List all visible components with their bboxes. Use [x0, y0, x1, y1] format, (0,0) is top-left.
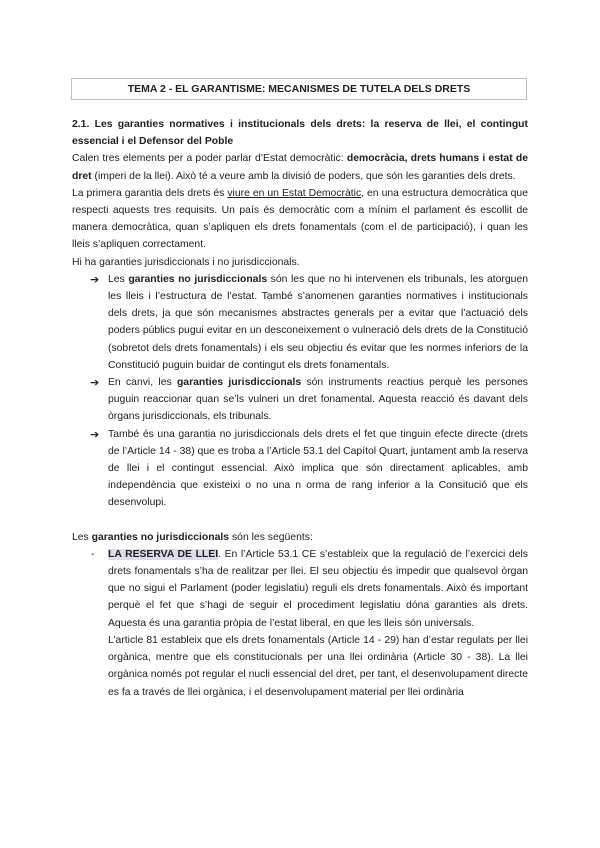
dash-marker: -: [91, 548, 95, 560]
dash-list: [72, 546, 528, 701]
highlighted-term: LA RESERVA DE LLEI: [108, 548, 219, 560]
paragraph-4: Les garanties no jurisdiccionals són les següents:: [72, 531, 313, 543]
page-title: TEMA 2 - EL GARANTISME: MECANISMES DE TUTELA DELS DRETS: [71, 78, 527, 100]
arrow-right-icon: ➔: [90, 427, 100, 441]
arrow-right-icon: ➔: [90, 272, 100, 286]
list-item: ➔ Les garanties no jurisdiccionals són les que no hi intervenen els tribunals, les atorguen les lleis i l’estructura de l’estat. També s’anomenen garanties normatives i institucionals dels drets, ja que són mecanismes abstractes generals per a evitar que l’actuació dels poders públics pugui evitar en un desconeixement o vulneració dels drets de la Constitució (sobretot dels drets fonamentals) i els seu objectiu és evitar que les normes inferiors de la Constitució puguin buidar de contingut els drets fonamentals.: [90, 272, 529, 371]
underlined-phrase: viure en un Estat Democràtic: [227, 187, 362, 199]
list-item: ➔ També és una garantia no jurisdiccionals dels drets el fet que tinguin efecte directe (drets de l’Article 14 - 38) que es troba a l’Article 53.1 del Capítol Quart, juntament amb la reserva de llei i el contingut essencial. Això implica que són directament aplicables, amb independència que existeixi o no una n orma de rang inferior a la Consitució que els desenvolupi.: [90, 427, 528, 509]
list-item-continuation: L’article 81 estableix que els drets fonamentals (Article 14 - 29) han d’estar regulats per llei orgànica, mentre que els constitucionals per una llei ordinària (Article 30 - 38). La llei orgànica només pot regular el nucli essencial del dret, per tant, el desenvolupament directe es fa a través de llei orgànica, i el desenvolupament material per llei ordinària: [108, 634, 528, 698]
arrow-bullet-list: [72, 271, 528, 512]
document-body: [72, 116, 528, 701]
blank-line: [72, 512, 528, 529]
arrow-right-icon: ➔: [90, 376, 100, 390]
section-heading: 2.1. Les garanties normatives i institucionals dels drets: la reserva de llei, el contingut essencial i el Defensor del Poble: [72, 119, 528, 148]
list-item: ➔ En canvi, les garanties jurisdiccionals són instruments reactius perquè les persones puguin reaccionar quan se’ls vulneri un dret fonamental. Aquesta reacció és davant dels òrgans jurisdiccionals, els tribunals.: [90, 376, 528, 423]
paragraph-1: Calen tres elements per a poder parlar d’Estat democràtic: democràcia, drets humans i estat de dret (imperi de la llei). Això té a veure amb la divisió de poders, que són les garanties dels drets.: [72, 153, 528, 182]
paragraph-3: Hi ha garanties jurisdiccionals i no jurisdiccionals.: [72, 256, 300, 268]
paragraph-2: La primera garantia dels drets és viure en un Estat Democràtic, en una estructura democràtica que respecti aquests tres requisits. Un país és democràtic com a mínim el parlament és escollit de manera democràtica, quan s’apliquen els drets fonamentals (com el de participació), i quan les lleis s’apliquen correctament.: [72, 187, 528, 251]
list-item: - LA RESERVA DE LLEI. En l’Article 53.1 CE s’estableix que la regulació de l’exercici dels drets fonamentals s’ha de realitzar per llei. El seu objectiu és impedir que qualsevol òrgan que no sigui el Parlament (poder legislatiu) reguli els drets fonamentals. Això és important perquè el fet que s’hagi de seguir el procediment legislatiu dóna garanties als drets. Aquesta és una garantia pròpia de l’estat liberal, en que les lleis són universals. L’article 81 estableix que els drets fonamentals (Article 14 - 29) han d’estar regulats per llei orgànica, mentre que els constitucionals per una llei ordinària (Article 30 - 38). La llei orgànica només pot regular el nucli essencial del dret, per tant, el desenvolupament directe es fa a través de llei orgànica, i el desenvolupament material per llei ordinària: [72, 546, 528, 701]
